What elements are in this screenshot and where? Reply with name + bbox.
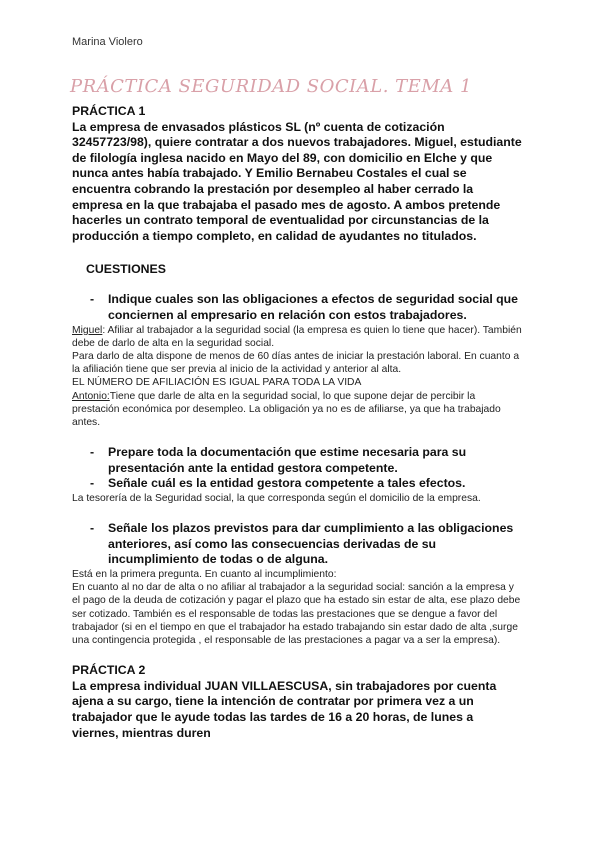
miguel-label: Miguel xyxy=(72,324,103,336)
bullet-dash: - xyxy=(90,476,95,491)
question-1-text: Indique cuales son las obligaciones a efectos de seguridad social que conciernen al empresario en relación con estos trabajadores. xyxy=(108,292,519,322)
cuestiones-heading: CUESTIONES xyxy=(86,262,166,277)
practica-2-heading: PRÁCTICA 2 xyxy=(72,663,146,678)
question-1 xyxy=(90,292,522,323)
question-2-text: Prepare toda la documentación que estime necesaria para su presentación ante la entidad gestora competente. xyxy=(108,445,467,475)
answer-q4-intro: Está en la primera pregunta. En cuanto al incumplimiento: xyxy=(72,568,337,580)
antonio-text: Tiene que darle de alta en la seguridad social, lo que supone dejar de percibir la prestación económica por desempleo. La obligación ya no es de afiliarse, ya que ha trabajado antes. xyxy=(72,390,501,428)
bullet-dash: - xyxy=(90,292,95,307)
question-3 xyxy=(90,476,522,492)
antonio-label: Antonio: xyxy=(72,390,110,402)
answer-antonio xyxy=(72,390,522,430)
question-4-text: Señale los plazos previstos para dar cumplimiento a las obligaciones anteriores, así como las consecuencias derivadas de su incumplimiento de todas o de alguna. xyxy=(108,521,514,567)
practica-1-statement: La empresa de envasados plásticos SL (nº cuenta de cotización 32457723/98), quiere contratar a dos nuevos trabajadores. Miguel, estudiante de filología inglesa nacido en Mayo del 89, con domicilio en Elche y que nunca antes había trabajado. Y Emilio Bernabeu Costales el cual se encuentra cobrando la prestación por desempleo al haber cerrado la empresa en la que trabajaba el pasado mes de agosto. A ambos pretende hacerles un contrato temporal de eventualidad por circunstancias de la producción a tiempo completo, en calidad de ayudantes no titulados. xyxy=(72,119,522,243)
bullet-dash: - xyxy=(90,445,95,460)
document-title: PRÁCTICA SEGURIDAD SOCIAL. TEMA 1 xyxy=(70,76,472,97)
question-2 xyxy=(90,445,522,476)
author-name: Marina Violero xyxy=(72,36,143,48)
practica-2-statement: La empresa individual JUAN VILLAESCUSA, sin trabajadores por cuenta ajena a su cargo, tiene la intención de contratar por primera vez a un trabajador que le ayude todas las tardes de 16 a 20 horas, de lunes a viernes, mientras duren xyxy=(72,678,497,740)
answer-q4-body: En cuanto al no dar de alta o no afiliar al trabajador a la seguridad social: sanción a la empresa y el pago de la deuda de cotización y pagar el plazo que ha estado sin estar de alta, ese plazo debe ser cotizado. También es el responsable de todas las prestaciones que se dengue a favor del trabajador (si en el tiempo en que el trabajador ha estado trabajando sin estar dado de alta ,surge una contingencia protegida , el responsable de las prestaciones a pagar va a ser la empresa). xyxy=(72,582,521,646)
document-body xyxy=(72,104,522,741)
bullet-dash: - xyxy=(90,521,95,536)
question-4 xyxy=(90,521,522,568)
practica-1-heading: PRÁCTICA 1 xyxy=(72,104,146,118)
answer-afiliacion: EL NÚMERO DE AFILIACIÓN ES IGUAL PARA TODA LA VIDA xyxy=(72,377,362,389)
question-3-text: Señale cuál es la entidad gestora competente a tales efectos. xyxy=(108,476,466,491)
answer-q3: La tesorería de la Seguridad social, la que corresponda según el domicilio de la empresa. xyxy=(72,492,481,504)
answer-alta: Para darlo de alta dispone de menos de 60 días antes de iniciar la prestación laboral. En cuanto a la afiliación tiene que ser previa al inicio de la actividad y anterior al alta. xyxy=(72,350,520,376)
answer-miguel xyxy=(72,324,522,350)
miguel-text: : Afiliar al trabajador a la seguridad social (la empresa es quien lo tiene que hacer). También debe de darlo de alta en la seguridad social. xyxy=(72,324,522,349)
